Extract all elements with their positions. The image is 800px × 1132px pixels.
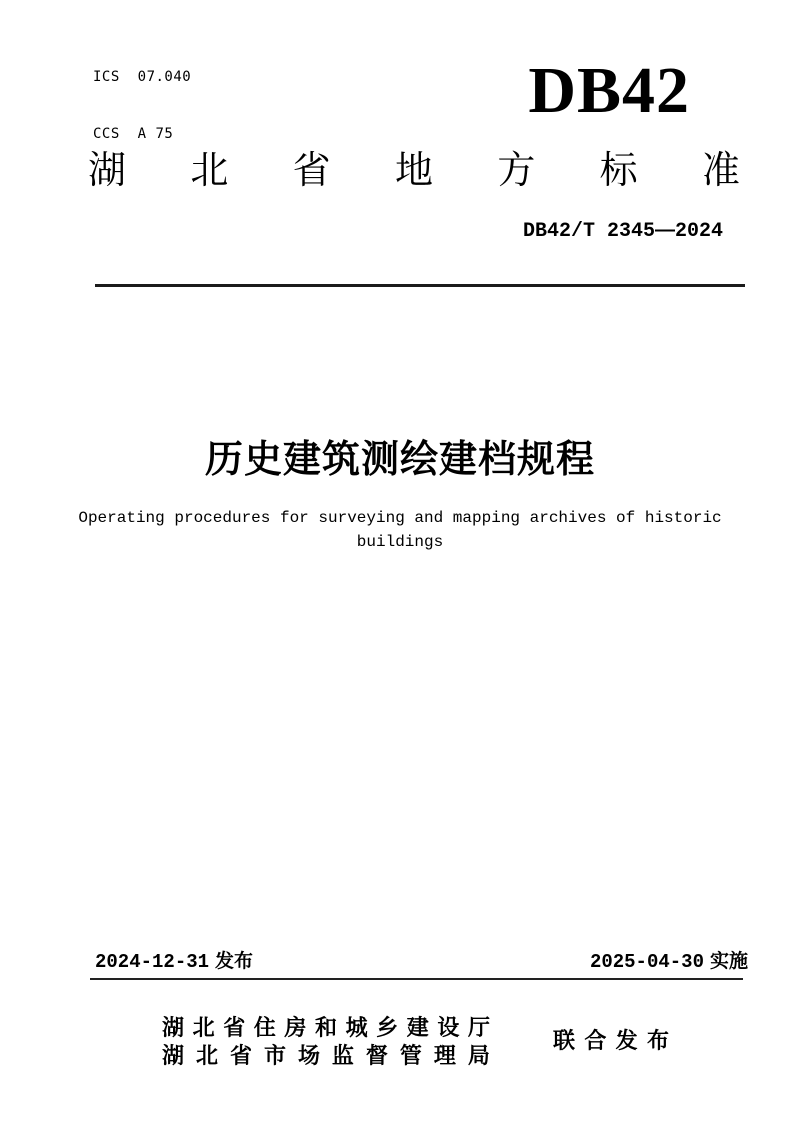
issuer-line-2 xyxy=(162,1040,490,1068)
title-chinese: 历史建筑测绘建档规程 xyxy=(204,439,595,481)
char: 湖 xyxy=(162,1014,185,1040)
char: 城 xyxy=(345,1014,368,1040)
standard-name-heading xyxy=(88,148,740,194)
char: 和 xyxy=(314,1014,337,1040)
char: 北 xyxy=(192,1014,215,1040)
implement-date: 2025-04-30 xyxy=(589,951,704,973)
char: 标 xyxy=(599,150,638,192)
char: 湖 xyxy=(88,150,127,192)
char: 设 xyxy=(437,1014,460,1040)
implement-label: 实施 xyxy=(709,951,748,972)
header-rule xyxy=(95,284,745,287)
char: 管 xyxy=(399,1042,422,1068)
char: 局 xyxy=(467,1042,490,1068)
issue-date: 2024-12-31 xyxy=(95,951,210,973)
char: 厅 xyxy=(467,1014,490,1040)
char: 方 xyxy=(497,150,536,192)
char: 省 xyxy=(223,1014,246,1040)
char: 准 xyxy=(701,150,740,192)
char: 合 xyxy=(584,1028,607,1053)
ccs-code: CCS A 75 xyxy=(93,126,174,142)
implement-date-group xyxy=(590,950,748,974)
char: 湖 xyxy=(162,1042,185,1068)
standard-number xyxy=(523,218,723,244)
issue-label: 发布 xyxy=(215,951,254,972)
char: 住 xyxy=(253,1014,276,1040)
joint-publish-label xyxy=(553,1028,669,1054)
footer-rule xyxy=(90,978,743,980)
char: 建 xyxy=(406,1014,429,1040)
char: 场 xyxy=(297,1042,320,1068)
standard-number-year: 2024 xyxy=(674,220,723,243)
issue-date-group xyxy=(95,950,253,974)
ics-code: ICS 07.040 xyxy=(93,69,192,85)
standard-number-prefix: DB42/T 2345 xyxy=(522,220,655,243)
char: 市 xyxy=(263,1042,286,1068)
standard-number-dash: — xyxy=(654,219,675,241)
char: 省 xyxy=(292,150,331,192)
issuer-line-1 xyxy=(162,1012,490,1040)
char: 理 xyxy=(433,1042,456,1068)
char: 布 xyxy=(646,1028,669,1053)
char: 监 xyxy=(331,1042,354,1068)
char: 北 xyxy=(190,150,229,192)
char: 省 xyxy=(229,1042,252,1068)
db-code-logo: DB42 xyxy=(528,54,690,127)
title-english: Operating procedures for surveying and mapping archives of historic buildings xyxy=(78,509,722,551)
char: 发 xyxy=(615,1028,638,1053)
char: 乡 xyxy=(376,1014,399,1040)
char: 北 xyxy=(195,1042,218,1068)
char: 地 xyxy=(394,150,433,192)
char: 房 xyxy=(284,1014,307,1040)
char: 联 xyxy=(553,1028,576,1053)
char: 督 xyxy=(365,1042,388,1068)
issuer-block xyxy=(162,1012,490,1068)
dates-row xyxy=(95,950,748,974)
